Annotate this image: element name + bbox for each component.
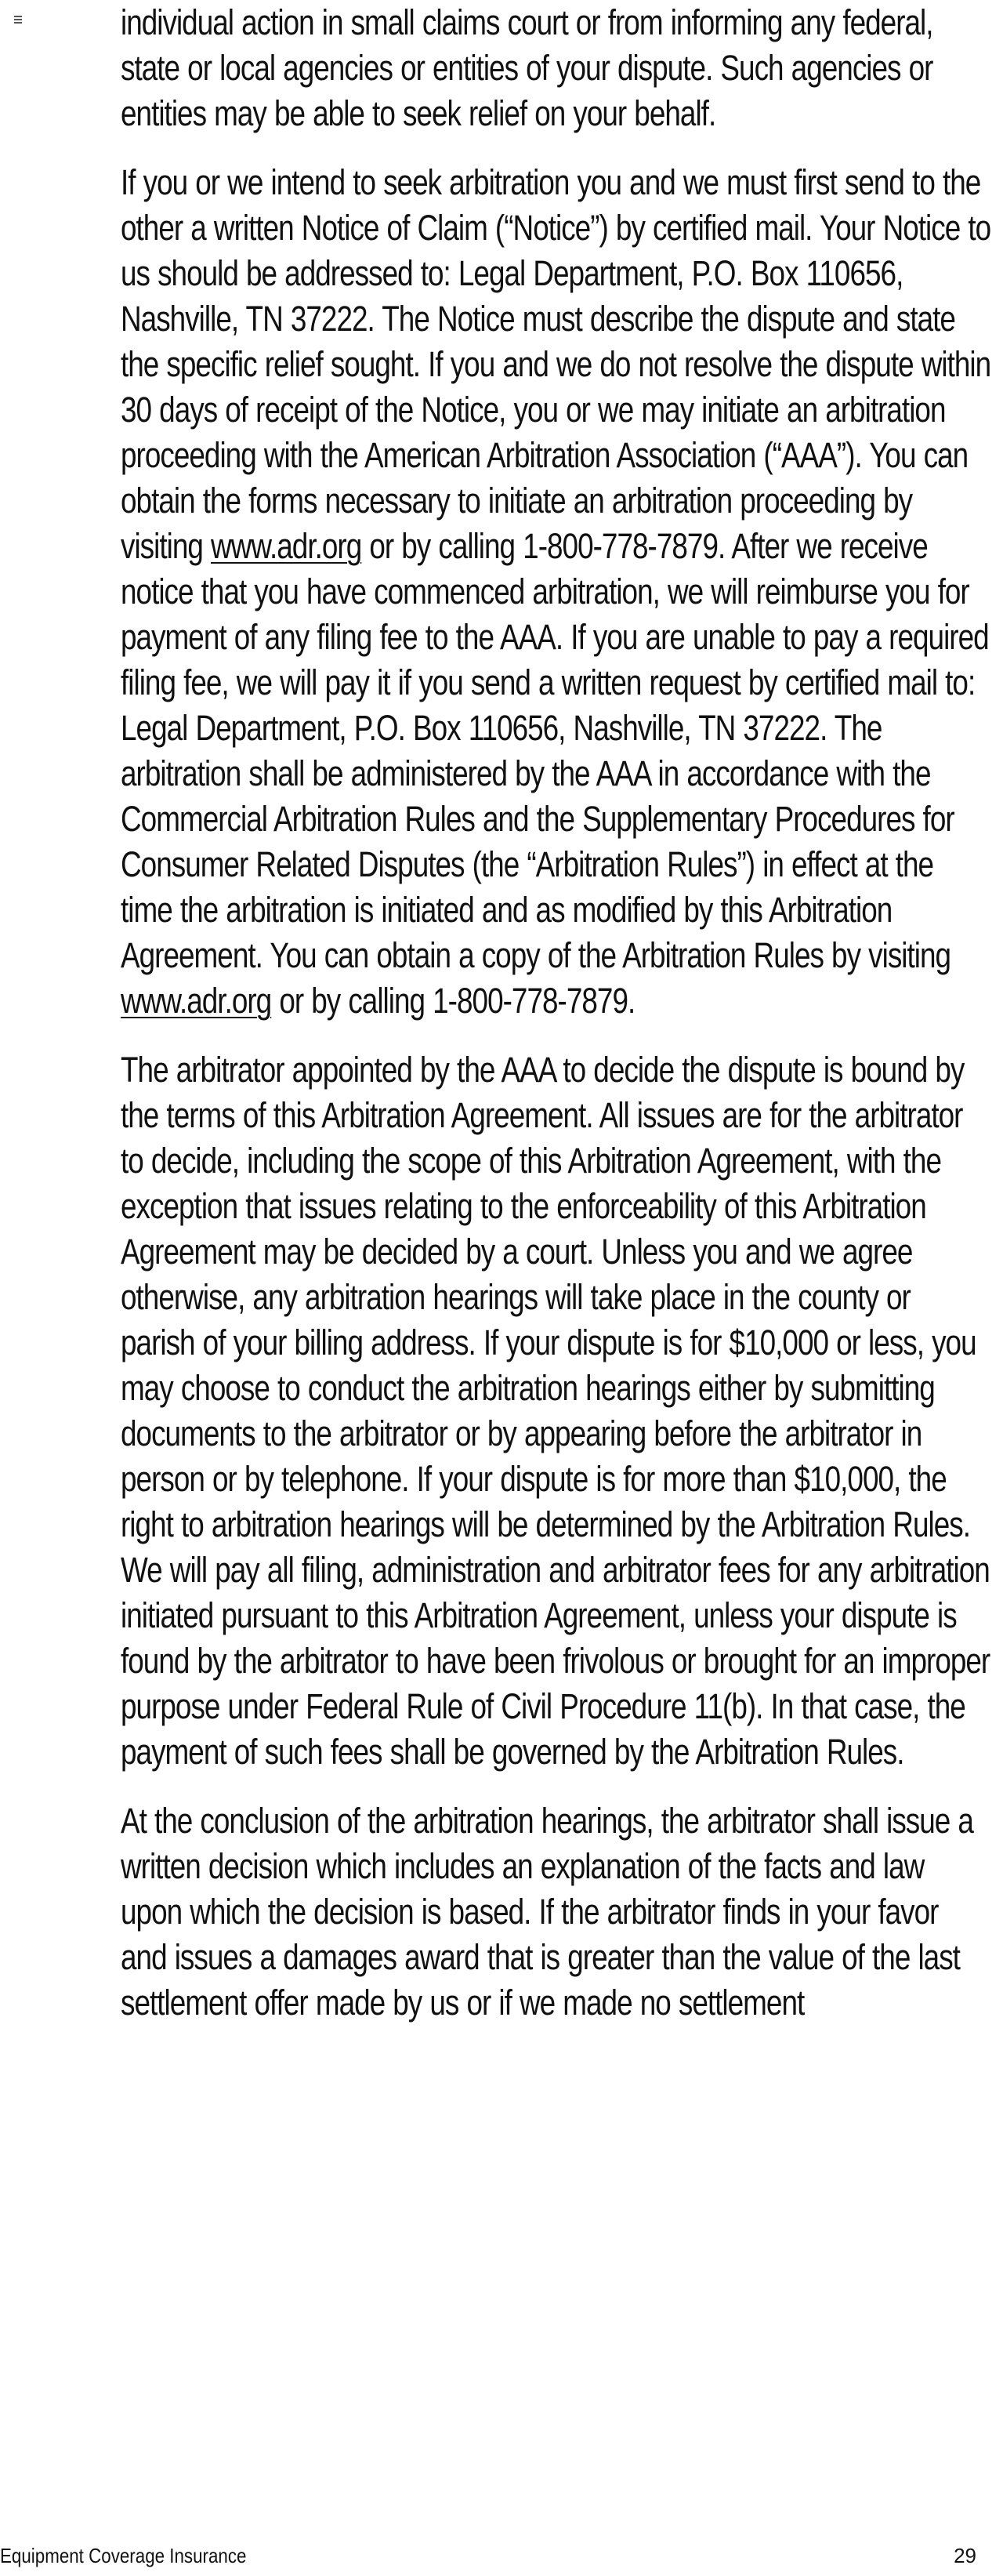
paragraph-text: or by calling 1-800-778-7879. After we receive notice that you have commenced arbitration, we will reimburse you for payment of any filing fee to the AAA. If you are unable to pay a required filing fee, we will pay it if you send a written request by certified mail to: Legal Department, P.O. Box 110656, Nashville, TN 37222. The arbitration shall be administered by the AAA in accordance with the Commercial Arbitration Rules and the Supplementary Procedures for Consumer Related Disputes (the “Arbitration Rules”) in effect at the time the arbitration is initiated and as modified by this Arbitration Agreement. You can obtain a copy of the Arbitration Rules by visiting (121, 526, 989, 975)
page-footer (0, 2540, 1003, 2571)
adr-link[interactable]: www.adr.org (211, 526, 362, 566)
paragraph-text: or by calling 1-800-778-7879. (271, 981, 635, 1021)
footer-document-title: Equipment Coverage Insurance (0, 2544, 247, 2567)
page-corner-mark-icon (14, 16, 22, 24)
paragraph-notice-of-claim (121, 160, 992, 1024)
adr-link[interactable]: www.adr.org (121, 981, 272, 1021)
document-body (121, 0, 992, 2049)
paragraph-arbitration-conclusion: At the conclusion of the arbitration hearings, the arbitrator shall issue a written decision which includes an explanation of the facts and law upon which the decision is based. If the arbitrator finds in your favor and issues a damages award that is greater than the value of the last settlement offer made by us or if we made no settlement (121, 1801, 973, 2023)
footer-page-number: 29 (954, 2544, 976, 2567)
paragraph-small-claims: individual action in small claims court or from informing any federal, state or local agencies or entities of your dispute. Such agencies or entities may be able to seek relief on your behalf. (121, 2, 933, 133)
paragraph-text: If you or we intend to seek arbitration you and we must first send to the other a written Notice of Claim (“Notice”) by certified mail. Your Notice to us should be addressed to: Legal Department, P.O. Box 110656, Nashville, TN 37222. The Notice must describe the dispute and state the specific relief sought. If you and we do not resolve the dispute within 30 days of receipt of the Notice, you or we may initiate an arbitration proceeding with the American Arbitration Association (“AAA”). You can obtain the forms necessary to initiate an arbitration proceeding by visiting (121, 162, 991, 566)
paragraph-arbitrator-terms: The arbitrator appointed by the AAA to decide the dispute is bound by the terms of this Arbitration Agreement. All issues are for the arbitrator to decide, including the scope of this Arbitration Agreement, with the exception that issues relating to the enforceability of this Arbitration Agreement may be decided by a court. Unless you and we agree otherwise, any arbitration hearings will take place in the county or parish of your billing address. If your dispute is for $10,000 or less, you may choose to conduct the arbitration hearings either by submitting documents to the arbitrator or by appearing before the arbitrator in person or by telephone. If your dispute is for more than $10,000, the right to arbitration hearings will be determined by the Arbitration Rules. We will pay all filing, administration and arbitrator fees for any arbitration initiated pursuant to this Arbitration Agreement, unless your dispute is found by the arbitrator to have been frivolous or brought for an improper purpose under Federal Rule of Civil Procedure 11(b). In that case, the payment of such fees shall be governed by the Arbitration Rules. (121, 1050, 990, 1772)
